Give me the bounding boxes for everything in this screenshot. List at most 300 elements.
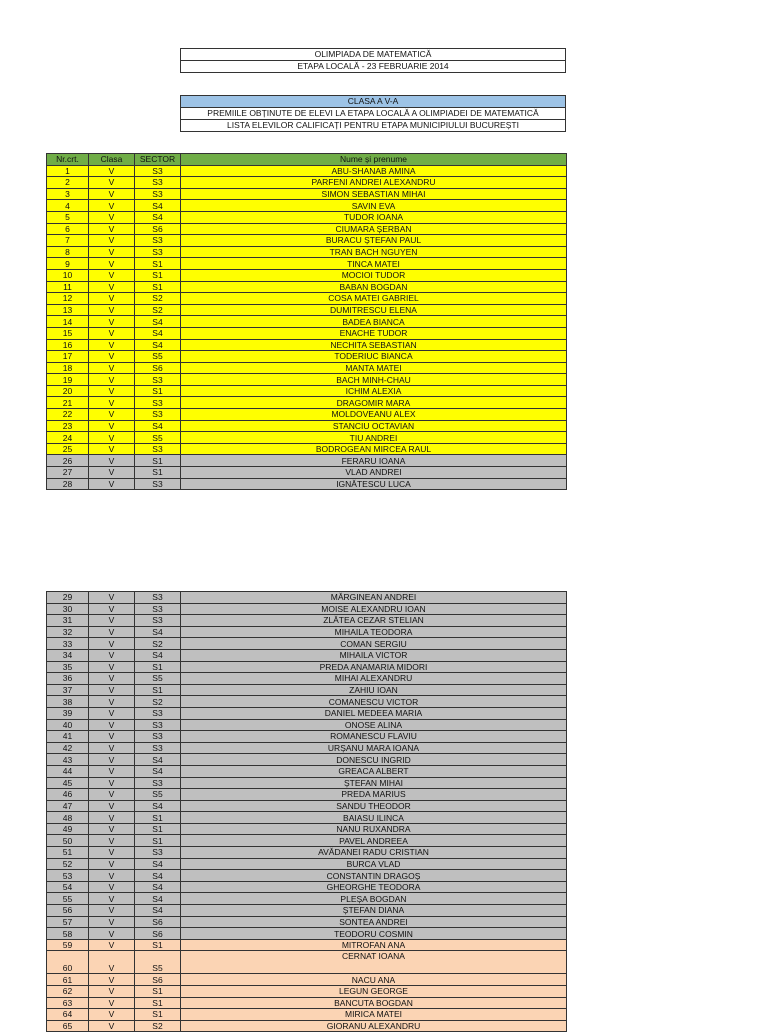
cell-sector: S4 bbox=[135, 905, 181, 917]
cell-sector: S2 bbox=[135, 304, 181, 316]
cell-nume: FERARU IOANA bbox=[181, 455, 567, 467]
table-row bbox=[47, 478, 567, 490]
table-row bbox=[47, 742, 567, 754]
cell-nr: 10 bbox=[47, 269, 89, 281]
cell-clasa: V bbox=[89, 281, 135, 293]
cell-clasa: V bbox=[89, 638, 135, 650]
cell-nr: 51 bbox=[47, 847, 89, 859]
cell-nume: PAVEL ANDREEA bbox=[181, 835, 567, 847]
table-row bbox=[47, 211, 567, 223]
cell-nr: 58 bbox=[47, 928, 89, 940]
cell-nr: 41 bbox=[47, 731, 89, 743]
cell-nr: 22 bbox=[47, 409, 89, 421]
cell-sector: S1 bbox=[135, 467, 181, 479]
table-row bbox=[47, 615, 567, 627]
cell-sector: S3 bbox=[135, 615, 181, 627]
table-row bbox=[47, 997, 567, 1009]
cell-nr: 2 bbox=[47, 177, 89, 189]
cell-nr: 46 bbox=[47, 789, 89, 801]
table-row bbox=[47, 455, 567, 467]
cell-nr: 25 bbox=[47, 443, 89, 455]
cell-clasa: V bbox=[89, 986, 135, 998]
table-row bbox=[47, 638, 567, 650]
table-row bbox=[47, 684, 567, 696]
cell-nr: 42 bbox=[47, 742, 89, 754]
cell-nr: 32 bbox=[47, 626, 89, 638]
cell-sector: S5 bbox=[135, 673, 181, 685]
cell-sector: S1 bbox=[135, 281, 181, 293]
cell-nr: 38 bbox=[47, 696, 89, 708]
cell-nume: SAVIN EVA bbox=[181, 200, 567, 212]
table-row bbox=[47, 188, 567, 200]
cell-sector: S1 bbox=[135, 455, 181, 467]
cell-clasa: V bbox=[89, 823, 135, 835]
cell-nume: BANCUTA BOGDAN bbox=[181, 997, 567, 1009]
cell-nr: 7 bbox=[47, 235, 89, 247]
cell-clasa: V bbox=[89, 661, 135, 673]
cell-nume: NECHITA SEBASTIAN bbox=[181, 339, 567, 351]
qualified-caption: LISTA ELEVILOR CALIFICAȚI PENTRU ETAPA MUNICIPIULUI BUCUREȘTI bbox=[181, 119, 565, 131]
cell-clasa: V bbox=[89, 293, 135, 305]
cell-nr: 56 bbox=[47, 905, 89, 917]
cell-sector: S2 bbox=[135, 638, 181, 650]
cell-clasa: V bbox=[89, 870, 135, 882]
cell-nume: BURCA VLAD bbox=[181, 858, 567, 870]
cell-clasa: V bbox=[89, 916, 135, 928]
cell-nume: IGNĂTESCU LUCA bbox=[181, 478, 567, 490]
cell-nr: 5 bbox=[47, 211, 89, 223]
cell-nume: ABU-SHANAB AMINA bbox=[181, 165, 567, 177]
table-row bbox=[47, 800, 567, 812]
cell-clasa: V bbox=[89, 1020, 135, 1032]
col-clasa: Clasa bbox=[89, 154, 135, 166]
table-row bbox=[47, 649, 567, 661]
cell-nr: 57 bbox=[47, 916, 89, 928]
cell-nr: 3 bbox=[47, 188, 89, 200]
cell-nr: 33 bbox=[47, 638, 89, 650]
cell-nume: TRAN BACH NGUYEN bbox=[181, 246, 567, 258]
cell-clasa: V bbox=[89, 858, 135, 870]
cell-clasa: V bbox=[89, 905, 135, 917]
cell-clasa: V bbox=[89, 362, 135, 374]
cell-nume: MOLDOVEANU ALEX bbox=[181, 409, 567, 421]
cell-sector: S5 bbox=[135, 789, 181, 801]
class-title: CLASA A V-A bbox=[181, 96, 565, 107]
cell-nume: TIU ANDREI bbox=[181, 432, 567, 444]
results-table-continued bbox=[46, 591, 567, 1032]
cell-nr: 21 bbox=[47, 397, 89, 409]
cell-sector: S3 bbox=[135, 397, 181, 409]
cell-nume: MIRICA MATEI bbox=[181, 1009, 567, 1021]
cell-clasa: V bbox=[89, 246, 135, 258]
table-row bbox=[47, 432, 567, 444]
cell-nume: BAIASU ILINCA bbox=[181, 812, 567, 824]
col-sector: SECTOR bbox=[135, 154, 181, 166]
cell-clasa: V bbox=[89, 443, 135, 455]
cell-nume: BURACU ȘTEFAN PAUL bbox=[181, 235, 567, 247]
cell-sector: S4 bbox=[135, 626, 181, 638]
table-row bbox=[47, 661, 567, 673]
cell-nume: ȘTEFAN DIANA bbox=[181, 905, 567, 917]
cell-nume: CONSTANTIN DRAGOȘ bbox=[181, 870, 567, 882]
cell-nume: SANDU THEODOR bbox=[181, 800, 567, 812]
cell-clasa: V bbox=[89, 893, 135, 905]
table-row bbox=[47, 235, 567, 247]
cell-sector: S1 bbox=[135, 812, 181, 824]
table-row bbox=[47, 200, 567, 212]
cell-nume: ZLĂTEA CEZAR STELIAN bbox=[181, 615, 567, 627]
cell-nume: MIHAILA TEODORA bbox=[181, 626, 567, 638]
cell-clasa: V bbox=[89, 731, 135, 743]
cell-clasa: V bbox=[89, 673, 135, 685]
cell-sector: S1 bbox=[135, 986, 181, 998]
cell-nr: 62 bbox=[47, 986, 89, 998]
cell-nr: 24 bbox=[47, 432, 89, 444]
cell-clasa: V bbox=[89, 812, 135, 824]
cell-nume: ROMANESCU FLAVIU bbox=[181, 731, 567, 743]
cell-nr: 61 bbox=[47, 974, 89, 986]
class-header bbox=[180, 95, 566, 132]
table-row bbox=[47, 397, 567, 409]
table-row bbox=[47, 339, 567, 351]
table-row bbox=[47, 223, 567, 235]
cell-nume: URȘANU MARA IOANA bbox=[181, 742, 567, 754]
cell-nr: 53 bbox=[47, 870, 89, 882]
cell-nr: 43 bbox=[47, 754, 89, 766]
cell-clasa: V bbox=[89, 316, 135, 328]
cell-clasa: V bbox=[89, 211, 135, 223]
cell-sector: S5 bbox=[135, 432, 181, 444]
cell-nr: 1 bbox=[47, 165, 89, 177]
cell-nume: CERNAT IOANA bbox=[181, 951, 567, 974]
cell-nr: 11 bbox=[47, 281, 89, 293]
cell-sector: S3 bbox=[135, 443, 181, 455]
table-row bbox=[47, 327, 567, 339]
cell-nume: BODROGEAN MIRCEA RAUL bbox=[181, 443, 567, 455]
cell-sector: S4 bbox=[135, 339, 181, 351]
cell-nr: 63 bbox=[47, 997, 89, 1009]
cell-sector: S1 bbox=[135, 997, 181, 1009]
cell-clasa: V bbox=[89, 974, 135, 986]
cell-sector: S3 bbox=[135, 777, 181, 789]
cell-nr: 37 bbox=[47, 684, 89, 696]
cell-sector: S6 bbox=[135, 928, 181, 940]
cell-nr: 18 bbox=[47, 362, 89, 374]
cell-clasa: V bbox=[89, 409, 135, 421]
cell-sector: S3 bbox=[135, 707, 181, 719]
cell-clasa: V bbox=[89, 939, 135, 951]
cell-nr: 16 bbox=[47, 339, 89, 351]
cell-clasa: V bbox=[89, 177, 135, 189]
col-nr: Nr.crt. bbox=[47, 154, 89, 166]
cell-nume: BABAN BOGDAN bbox=[181, 281, 567, 293]
table-row bbox=[47, 928, 567, 940]
cell-nume: PREDA ANAMARIA MIDORI bbox=[181, 661, 567, 673]
cell-clasa: V bbox=[89, 188, 135, 200]
cell-clasa: V bbox=[89, 420, 135, 432]
cell-clasa: V bbox=[89, 649, 135, 661]
cell-clasa: V bbox=[89, 258, 135, 270]
cell-sector: S4 bbox=[135, 420, 181, 432]
table-row bbox=[47, 467, 567, 479]
cell-nume: DRAGOMIR MARA bbox=[181, 397, 567, 409]
cell-nr: 54 bbox=[47, 881, 89, 893]
cell-nr: 20 bbox=[47, 385, 89, 397]
table-row bbox=[47, 707, 567, 719]
cell-clasa: V bbox=[89, 742, 135, 754]
table-row bbox=[47, 443, 567, 455]
cell-nr: 45 bbox=[47, 777, 89, 789]
prizes-caption: PREMIILE OBȚINUTE DE ELEVI LA ETAPA LOCALĂ A OLIMPIADEI DE MATEMATICĂ bbox=[181, 107, 565, 119]
table-row bbox=[47, 916, 567, 928]
table-row bbox=[47, 626, 567, 638]
cell-nume: ONOSE ALINA bbox=[181, 719, 567, 731]
cell-sector: S4 bbox=[135, 649, 181, 661]
cell-clasa: V bbox=[89, 397, 135, 409]
cell-nume: COMAN SERGIU bbox=[181, 638, 567, 650]
cell-clasa: V bbox=[89, 847, 135, 859]
cell-clasa: V bbox=[89, 684, 135, 696]
table-row bbox=[47, 246, 567, 258]
cell-nume: CIUMARA ȘERBAN bbox=[181, 223, 567, 235]
cell-nume: COMANESCU VICTOR bbox=[181, 696, 567, 708]
cell-clasa: V bbox=[89, 235, 135, 247]
cell-nr: 30 bbox=[47, 603, 89, 615]
cell-clasa: V bbox=[89, 603, 135, 615]
table-row bbox=[47, 858, 567, 870]
cell-nume: MIHAILA VICTOR bbox=[181, 649, 567, 661]
table-row bbox=[47, 765, 567, 777]
cell-sector: S3 bbox=[135, 246, 181, 258]
cell-sector: S4 bbox=[135, 893, 181, 905]
cell-sector: S3 bbox=[135, 731, 181, 743]
cell-nume: ȘTEFAN MIHAI bbox=[181, 777, 567, 789]
cell-sector: S3 bbox=[135, 177, 181, 189]
contest-stage-date: ETAPA LOCALĂ - 23 FEBRUARIE 2014 bbox=[181, 60, 565, 72]
cell-sector: S1 bbox=[135, 1009, 181, 1021]
table-row bbox=[47, 603, 567, 615]
cell-nr: 6 bbox=[47, 223, 89, 235]
cell-sector: S3 bbox=[135, 409, 181, 421]
cell-sector: S1 bbox=[135, 269, 181, 281]
table-row bbox=[47, 719, 567, 731]
cell-nume: BADEA BIANCA bbox=[181, 316, 567, 328]
table-row bbox=[47, 789, 567, 801]
cell-sector: S4 bbox=[135, 870, 181, 882]
cell-nr: 47 bbox=[47, 800, 89, 812]
cell-sector: S4 bbox=[135, 765, 181, 777]
cell-sector: S4 bbox=[135, 858, 181, 870]
cell-nr: 17 bbox=[47, 351, 89, 363]
cell-sector: S6 bbox=[135, 362, 181, 374]
table-row bbox=[47, 823, 567, 835]
cell-sector: S4 bbox=[135, 211, 181, 223]
cell-clasa: V bbox=[89, 269, 135, 281]
cell-sector: S3 bbox=[135, 847, 181, 859]
table-row bbox=[47, 374, 567, 386]
cell-sector: S4 bbox=[135, 754, 181, 766]
cell-clasa: V bbox=[89, 304, 135, 316]
cell-nume: PARFENI ANDREI ALEXANDRU bbox=[181, 177, 567, 189]
cell-nume: DANIEL MEDEEA MARIA bbox=[181, 707, 567, 719]
table-row bbox=[47, 258, 567, 270]
cell-nume: VLAD ANDREI bbox=[181, 467, 567, 479]
cell-sector: S1 bbox=[135, 661, 181, 673]
table-row bbox=[47, 939, 567, 951]
cell-sector: S3 bbox=[135, 592, 181, 604]
table-row bbox=[47, 881, 567, 893]
cell-nr: 35 bbox=[47, 661, 89, 673]
cell-clasa: V bbox=[89, 339, 135, 351]
cell-nume: GIORANU ALEXANDRU bbox=[181, 1020, 567, 1032]
cell-clasa: V bbox=[89, 165, 135, 177]
table-row bbox=[47, 293, 567, 305]
cell-nr: 9 bbox=[47, 258, 89, 270]
cell-clasa: V bbox=[89, 928, 135, 940]
table-row bbox=[47, 731, 567, 743]
cell-nr: 48 bbox=[47, 812, 89, 824]
cell-nume: SIMON SEBASTIAN MIHAI bbox=[181, 188, 567, 200]
cell-nr: 4 bbox=[47, 200, 89, 212]
table-row bbox=[47, 754, 567, 766]
cell-sector: S2 bbox=[135, 1020, 181, 1032]
cell-nume: STANCIU OCTAVIAN bbox=[181, 420, 567, 432]
table-row bbox=[47, 281, 567, 293]
cell-nume: ZAHIU IOAN bbox=[181, 684, 567, 696]
cell-clasa: V bbox=[89, 789, 135, 801]
cell-nume: DONESCU INGRID bbox=[181, 754, 567, 766]
cell-sector: S1 bbox=[135, 823, 181, 835]
cell-sector: S1 bbox=[135, 258, 181, 270]
cell-clasa: V bbox=[89, 615, 135, 627]
cell-nume: COSA MATEI GABRIEL bbox=[181, 293, 567, 305]
cell-clasa: V bbox=[89, 374, 135, 386]
cell-nume: PLEȘA BOGDAN bbox=[181, 893, 567, 905]
cell-nr: 49 bbox=[47, 823, 89, 835]
cell-clasa: V bbox=[89, 626, 135, 638]
cell-nr: 64 bbox=[47, 1009, 89, 1021]
cell-sector: S6 bbox=[135, 223, 181, 235]
cell-nume: BACH MINH-CHAU bbox=[181, 374, 567, 386]
cell-nr: 12 bbox=[47, 293, 89, 305]
cell-clasa: V bbox=[89, 765, 135, 777]
cell-nr: 44 bbox=[47, 765, 89, 777]
cell-nr: 27 bbox=[47, 467, 89, 479]
cell-nume: MITROFAN ANA bbox=[181, 939, 567, 951]
cell-nume: TUDOR IOANA bbox=[181, 211, 567, 223]
cell-sector: S4 bbox=[135, 200, 181, 212]
cell-nr: 59 bbox=[47, 939, 89, 951]
cell-clasa: V bbox=[89, 835, 135, 847]
cell-sector: S3 bbox=[135, 742, 181, 754]
cell-nr: 52 bbox=[47, 858, 89, 870]
table-row bbox=[47, 986, 567, 998]
cell-sector: S5 bbox=[135, 951, 181, 974]
cell-nume: MIHAI ALEXANDRU bbox=[181, 673, 567, 685]
cell-sector: S1 bbox=[135, 835, 181, 847]
cell-clasa: V bbox=[89, 455, 135, 467]
cell-nr: 14 bbox=[47, 316, 89, 328]
table-row bbox=[47, 905, 567, 917]
cell-nr: 28 bbox=[47, 478, 89, 490]
cell-clasa: V bbox=[89, 800, 135, 812]
cell-nr: 29 bbox=[47, 592, 89, 604]
cell-sector: S3 bbox=[135, 165, 181, 177]
results-table bbox=[46, 153, 567, 490]
table-row bbox=[47, 592, 567, 604]
cell-nr: 50 bbox=[47, 835, 89, 847]
cell-nume: ICHIM ALEXIA bbox=[181, 385, 567, 397]
table-row bbox=[47, 1009, 567, 1021]
cell-sector: S3 bbox=[135, 188, 181, 200]
cell-nr: 55 bbox=[47, 893, 89, 905]
cell-nume: NANU RUXANDRA bbox=[181, 823, 567, 835]
cell-clasa: V bbox=[89, 1009, 135, 1021]
cell-clasa: V bbox=[89, 707, 135, 719]
table-row bbox=[47, 177, 567, 189]
table-row bbox=[47, 870, 567, 882]
cell-nr: 19 bbox=[47, 374, 89, 386]
contest-title: OLIMPIADA DE MATEMATICĂ bbox=[314, 49, 432, 59]
cell-clasa: V bbox=[89, 997, 135, 1009]
table-row bbox=[47, 777, 567, 789]
cell-clasa: V bbox=[89, 467, 135, 479]
cell-sector: S4 bbox=[135, 800, 181, 812]
cell-nr: 39 bbox=[47, 707, 89, 719]
cell-nume: GREACA ALBERT bbox=[181, 765, 567, 777]
cell-nume: PREDA MARIUS bbox=[181, 789, 567, 801]
cell-nr: 31 bbox=[47, 615, 89, 627]
table-row bbox=[47, 316, 567, 328]
table-row bbox=[47, 385, 567, 397]
cell-nr: 8 bbox=[47, 246, 89, 258]
cell-sector: S2 bbox=[135, 696, 181, 708]
cell-clasa: V bbox=[89, 432, 135, 444]
table-row bbox=[47, 165, 567, 177]
table-row bbox=[47, 696, 567, 708]
cell-sector: S1 bbox=[135, 684, 181, 696]
cell-nume: NACU ANA bbox=[181, 974, 567, 986]
cell-nume: MOCIOI TUDOR bbox=[181, 269, 567, 281]
cell-clasa: V bbox=[89, 696, 135, 708]
table-row bbox=[47, 893, 567, 905]
table-row bbox=[47, 951, 567, 974]
cell-clasa: V bbox=[89, 719, 135, 731]
cell-clasa: V bbox=[89, 223, 135, 235]
table-row bbox=[47, 269, 567, 281]
cell-nume: TEODORU COSMIN bbox=[181, 928, 567, 940]
cell-sector: S3 bbox=[135, 374, 181, 386]
cell-clasa: V bbox=[89, 351, 135, 363]
cell-clasa: V bbox=[89, 754, 135, 766]
cell-nr: 26 bbox=[47, 455, 89, 467]
cell-clasa: V bbox=[89, 881, 135, 893]
cell-nr: 36 bbox=[47, 673, 89, 685]
table-row bbox=[47, 673, 567, 685]
cell-nume: GHEORGHE TEODORA bbox=[181, 881, 567, 893]
table-row bbox=[47, 409, 567, 421]
table-row bbox=[47, 847, 567, 859]
table-row bbox=[47, 351, 567, 363]
cell-clasa: V bbox=[89, 200, 135, 212]
cell-nume: MOISE ALEXANDRU IOAN bbox=[181, 603, 567, 615]
cell-sector: S3 bbox=[135, 235, 181, 247]
cell-clasa: V bbox=[89, 478, 135, 490]
cell-sector: S3 bbox=[135, 603, 181, 615]
cell-nume: LEGUN GEORGE bbox=[181, 986, 567, 998]
cell-nume: DUMITRESCU ELENA bbox=[181, 304, 567, 316]
cell-sector: S2 bbox=[135, 293, 181, 305]
